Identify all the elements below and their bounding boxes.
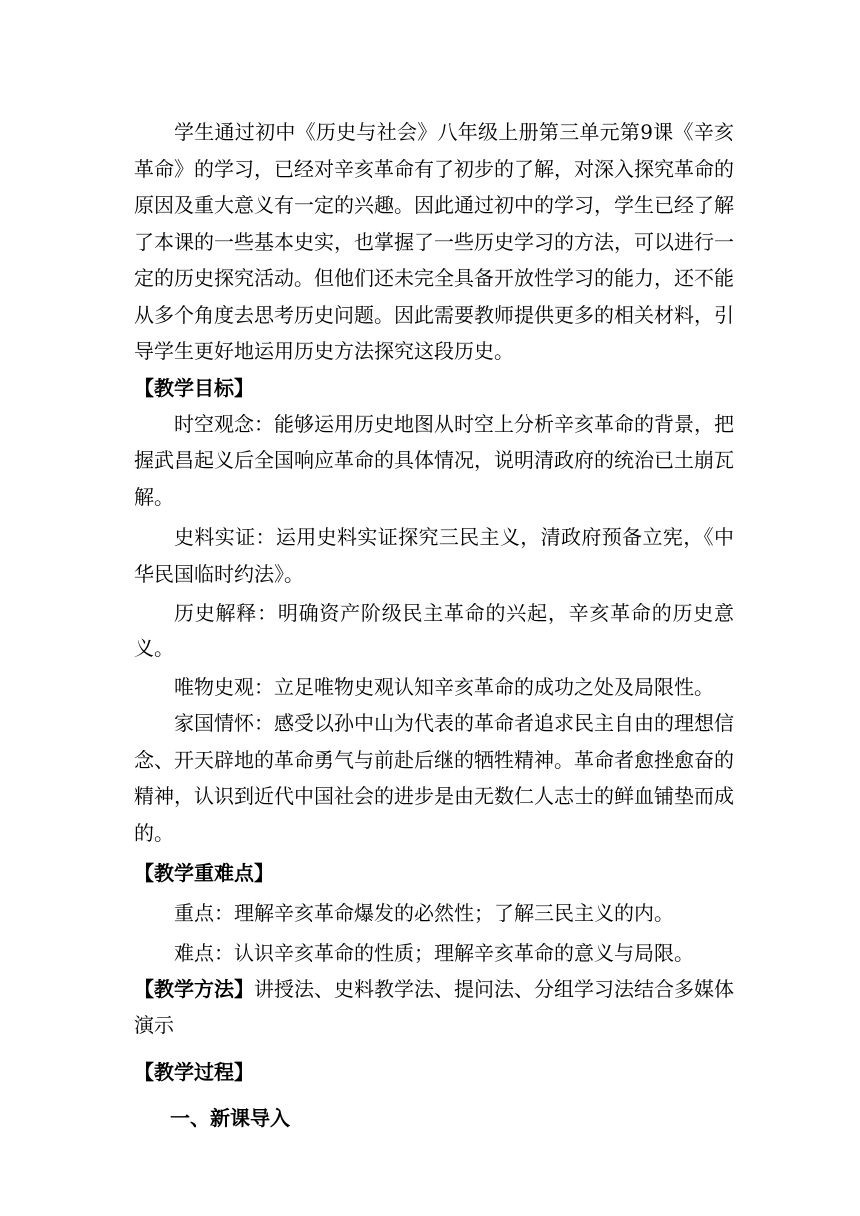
document-page: [134, 114, 734, 1136]
objective-patriotism: 家国情怀：感受以孙中山为代表的革命者追求民主自由的理想信念、开天辟地的革命勇气与前赴后继的牺牲精神。革命者愈挫愈奋的精神，认识到近代中国社会的进步是由无数仁人志士的鲜血铺垫而成的。: [134, 711, 734, 845]
objective-historical-interpretation: 历史解释：明确资产阶级民主革命的兴起，辛亥革命的历史意义。: [134, 601, 734, 660]
intro-paragraph: 学生通过初中《历史与社会》八年级上册第三单元第9课《辛亥革命》的学习，已经对辛亥革命有了初步的了解，对深入探究革命的原因及重大意义有一定的兴趣。因此通过初中的学习，学生已经了解了本课的一些基本史实，也掌握了一些历史学习的方法，可以进行一定的历史探究活动。但他们还未完全具备开放性学习的能力，还不能从多个角度去思考历史问题。因此需要教师提供更多的相关材料，引导学生更好地运用历史方法探究这段历史。: [134, 120, 734, 363]
objective-historical-evidence: 史料实证：运用史料实证探究三民主义，清政府预备立宪，《中华民国临时约法》。: [134, 525, 734, 586]
key-points-heading: 【教学重难点】: [134, 861, 274, 885]
methods-paragraph: [134, 971, 734, 1044]
process-step-intro: 一、新课导入: [170, 1105, 290, 1130]
objective-spatiotemporal: 时空观念：能够运用历史地图从时空上分析辛亥革命的背景，把握武昌起义后全国响应革命的具体情况，说明清政府的统治已土崩瓦解。: [134, 411, 734, 509]
key-point-difficulty: 难点：认识辛亥革命的性质；理解辛亥革命的意义与局限。: [174, 940, 694, 965]
objectives-heading: 【教学目标】: [134, 375, 254, 400]
objective-materialism: 唯物史观：立足唯物史观认知辛亥革命的成功之处及局限性。: [174, 675, 714, 699]
process-heading: 【教学过程】: [134, 1059, 254, 1084]
key-point-focus: 重点：理解辛亥革命爆发的必然性；了解三民主义的内。: [174, 901, 674, 925]
methods-text: 讲授法、史料教学法、提问法、分组学习法结合多媒体演示: [134, 976, 734, 1037]
methods-heading: 【教学方法】: [134, 976, 254, 1001]
